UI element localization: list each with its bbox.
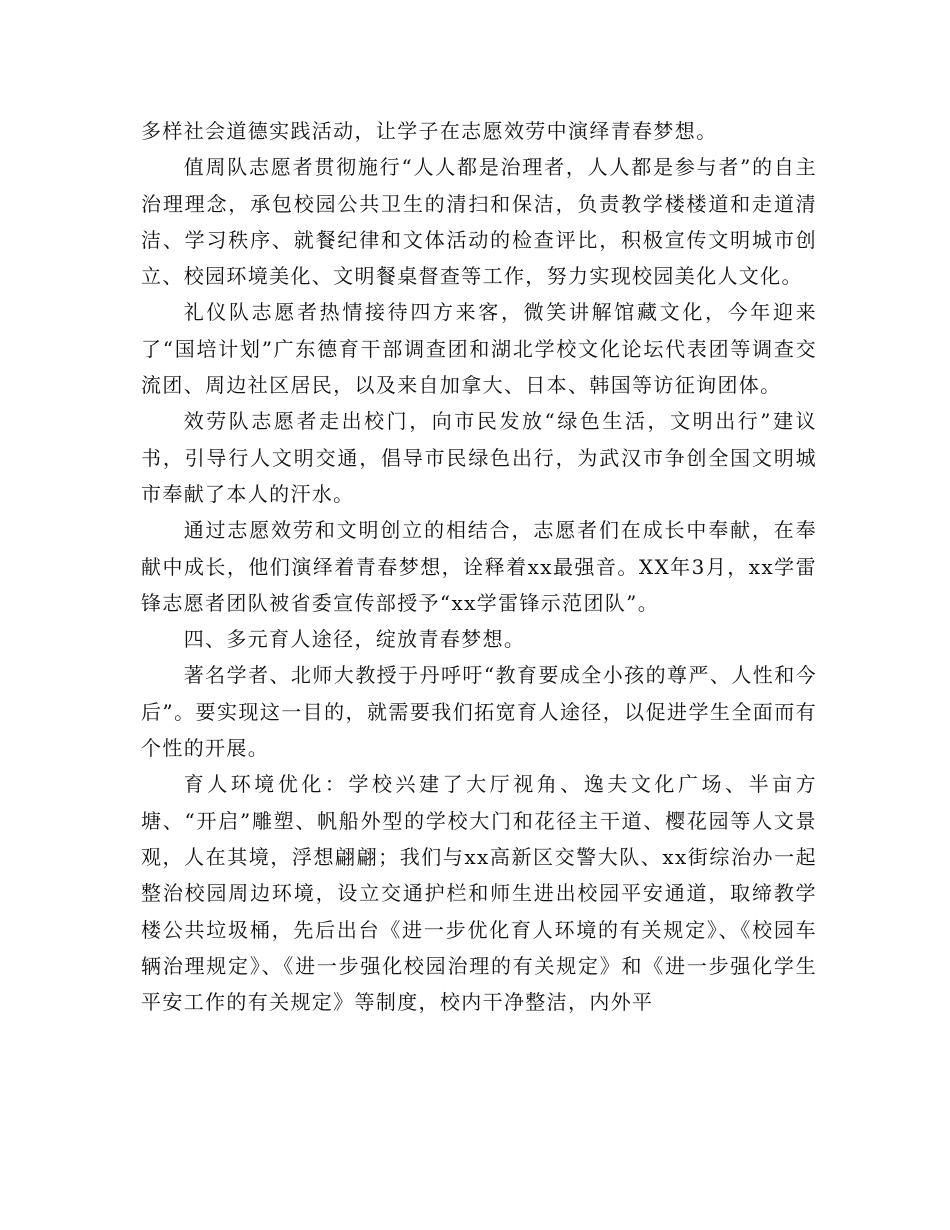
- paragraph-continuation: 多样社会道德实践活动，让学子在志愿效劳中演绎青春梦想。: [141, 119, 718, 143]
- paragraph-environment: 育人环境优化：学校兴建了大厅视角、逸夫文化广场、半亩方塘、“开启”雕塑、帆船外型的学校大门和花径主干道、樱花园等人文景观，人在其境，浮想翩翩；我们与xx高新区交警大队、xx街综治办一起整治校园周边环境，设立交通护栏和师生进出校园平安通道，取缔教学楼公共垃圾桶，先后出台《进一步优化育人环境的有关规定》、《校园车辆治理规定》、《进一步强化校园治理的有关规定》和《进一步强化学生平安工作的有关规定》等制度，校内干净整洁，内外平: [141, 772, 817, 1015]
- paragraph-volunteer-summary: 通过志愿效劳和文明创立的相结合，志愿者们在成长中奉献，在奉献中成长，他们演绎着青春梦想，诠释着xx最强音。XX年3月，xx学雷锋志愿者团队被省委宣传部授予“xx学雷锋示范团队”。: [141, 518, 817, 615]
- body-text: [141, 113, 817, 1020]
- paragraph-service-team: 效劳队志愿者走出校门，向市民发放“绿色生活，文明出行”建议书，引导行人文明交通，倡导市民绿色出行，为武汉市争创全国文明城市奉献了本人的汗水。: [141, 409, 817, 506]
- paragraph-duty-team: 值周队志愿者贯彻施行“人人都是治理者，人人都是参与者”的自主治理理念，承包校园公共卫生的清扫和保洁，负责教学楼楼道和走道清洁、学习秩序、就餐纪律和文体活动的检查评比，积极宣传文明城市创立、校园环境美化、文明餐桌督查等工作，努力实现校园美化人文化。: [141, 155, 817, 289]
- section-heading: 四、多元育人途径，绽放青春梦想。: [183, 627, 526, 652]
- paragraph-etiquette-team: 礼仪队志愿者热情接待四方来客，微笑讲解馆藏文化，今年迎来了“国培计划”广东德育干部调查团和湖北学校文化论坛代表团等调查交流团、周边社区居民，以及来自加拿大、日本、韩国等访征询团体。: [141, 300, 817, 398]
- paragraph-education-quote: 著名学者、北师大教授于丹呼吁“教育要成全小孩的尊严、人性和今后”。要实现这一目的，就需要我们拓宽育人途径，以促进学生全面而有个性的开展。: [141, 663, 817, 761]
